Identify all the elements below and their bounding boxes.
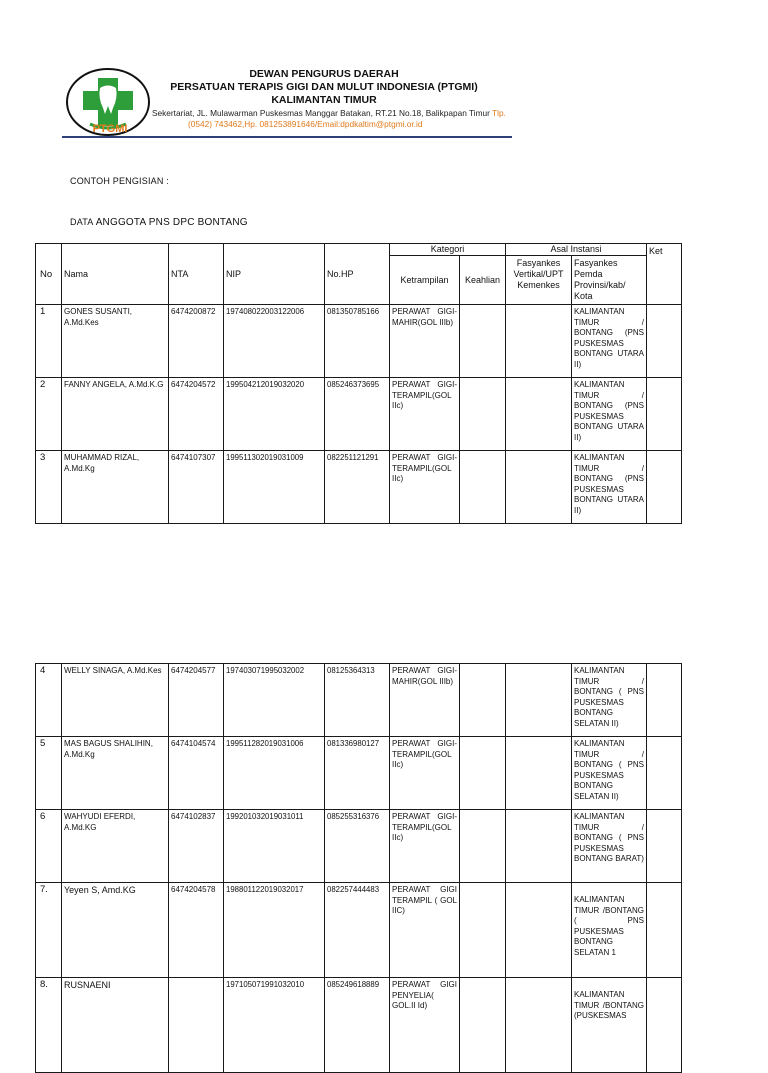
svg-text:PTGMI: PTGMI — [92, 123, 128, 135]
cell-keahlian — [460, 810, 506, 883]
cell-keahlian — [460, 978, 506, 1073]
cell-nama: GONES SUSANTI, A.Md.Kes — [62, 305, 169, 378]
cell-fasyankes-pemda: KALIMANTAN TIMUR / BONTANG ( PNS PUSKESMAS BONTANG BARAT) — [572, 810, 647, 883]
header-ketrampilan: Ketrampilan — [390, 256, 460, 305]
cell-fasyankes-pemda: KALIMANTAN TIMUR / BONTANG (PNS PUSKESMAS BONTANG UTARA II) — [572, 378, 647, 451]
cell-ketrampilan: PERAWAT GIGI-TERAMPIL(GOL IIc) — [390, 451, 460, 524]
cell-ketrampilan: PERAWAT GIGI-MAHIR(GOL IIIb) — [390, 305, 460, 378]
cell-keahlian — [460, 305, 506, 378]
cell-fasyankes-vertikal — [506, 737, 572, 810]
org-line-3: KALIMANTAN TIMUR — [271, 94, 377, 106]
cell-hp: 085255316376 — [325, 810, 390, 883]
cell-hp: 082251121291 — [325, 451, 390, 524]
cell-nta: 6474204572 — [169, 378, 224, 451]
cell-no: 6 — [36, 810, 62, 883]
cell-no: 1 — [36, 305, 62, 378]
cell-nama: RUSNAENI — [62, 978, 169, 1073]
data-title — [70, 217, 248, 228]
cell-fasyankes-pemda: KALIMANTAN TIMUR / BONTANG ( PNS PUSKESMAS BONTANG SELATAN II) — [572, 664, 647, 737]
cell-nta: 6474107307 — [169, 451, 224, 524]
cell-no: 3 — [36, 451, 62, 524]
cell-nta: 6474204578 — [169, 883, 224, 978]
address — [152, 108, 532, 130]
cell-ket — [647, 451, 682, 524]
header-fasyankes-pemda: Fasyankes Pemda Provinsi/kab/ Kota — [572, 256, 647, 305]
cell-ket — [647, 883, 682, 978]
header-row-1 — [36, 244, 682, 256]
cell-no: 7. — [36, 883, 62, 978]
cell-fasyankes-pemda: KALIMANTAN TIMUR / BONTANG ( PNS PUSKESMAS BONTANG SELATAN II) — [572, 737, 647, 810]
cell-ketrampilan: PERAWAT GIGI-TERAMPIL(GOL IIc) — [390, 810, 460, 883]
cell-hp: 085249618889 — [325, 978, 390, 1073]
members-table-lower — [35, 663, 682, 1073]
cell-ketrampilan: PERAWAT GIGI-MAHIR(GOL IIIb) — [390, 664, 460, 737]
cell-nta — [169, 978, 224, 1073]
letterhead-rule — [62, 136, 512, 138]
cell-keahlian — [460, 883, 506, 978]
cell-fasyankes-vertikal — [506, 378, 572, 451]
cell-hp: 08125364313 — [325, 664, 390, 737]
cell-no: 4 — [36, 664, 62, 737]
cell-keahlian — [460, 737, 506, 810]
ptgmi-logo-icon — [64, 64, 156, 138]
letterhead — [62, 62, 514, 142]
org-line-2: PERSATUAN TERAPIS GIGI DAN MULUT INDONESIA (PTGMI) — [170, 81, 478, 93]
cell-nama: WAHYUDI EFERDI, A.Md.KG — [62, 810, 169, 883]
cell-nta: 6474204577 — [169, 664, 224, 737]
address-line-1: Sekertariat, JL. Mulawarman Puskesmas Manggar Batakan, RT.21 No.18, Balikpapan Timur — [152, 108, 490, 118]
cell-fasyankes-vertikal — [506, 305, 572, 378]
header-hp: No.HP — [325, 244, 390, 305]
cell-nta: 6474102837 — [169, 810, 224, 883]
cell-ket — [647, 378, 682, 451]
table-row — [36, 978, 682, 1073]
header-nama: Nama — [62, 244, 169, 305]
cell-hp: 082257444483 — [325, 883, 390, 978]
org-line-1: DEWAN PENGURUS DAERAH — [249, 68, 399, 80]
table-row — [36, 664, 682, 737]
cell-hp: 081350785166 — [325, 305, 390, 378]
cell-nip: 199504212019032020 — [224, 378, 325, 451]
cell-fasyankes-vertikal — [506, 883, 572, 978]
cell-ketrampilan: PERAWAT GIGI PENYELIA( GOL.II Id) — [390, 978, 460, 1073]
address-tlp: Tlp. — [492, 108, 506, 118]
cell-nip: 197408022003122006 — [224, 305, 325, 378]
cell-ketrampilan: PERAWAT GIGI-TERAMPIL(GOL IIc) — [390, 737, 460, 810]
data-prefix: DATA — [70, 217, 93, 227]
cell-ket — [647, 978, 682, 1073]
contoh-label: CONTOH PENGISIAN : — [70, 176, 169, 186]
header-nta: NTA — [169, 244, 224, 305]
cell-nip: 198801122019032017 — [224, 883, 325, 978]
header-ket: Ket — [647, 244, 682, 305]
table-row — [36, 451, 682, 524]
cell-ket — [647, 810, 682, 883]
cell-ket — [647, 737, 682, 810]
cell-ket — [647, 305, 682, 378]
cell-hp: 081336980127 — [325, 737, 390, 810]
cell-fasyankes-vertikal — [506, 664, 572, 737]
address-line-2: (0542) 743462,Hp. 081253891646/Email:dpdkaltim@ptgmi.or.id — [188, 119, 423, 129]
table-row — [36, 305, 682, 378]
cell-fasyankes-pemda: KALIMANTAN TIMUR / BONTANG (PNS PUSKESMAS BONTANG UTARA II) — [572, 451, 647, 524]
cell-nama: WELLY SINAGA, A.Md.Kes — [62, 664, 169, 737]
cell-nip: 199511302019031009 — [224, 451, 325, 524]
cell-nama: MUHAMMAD RIZAL, A.Md.Kg — [62, 451, 169, 524]
cell-nta: 6474104574 — [169, 737, 224, 810]
header-keahlian: Keahlian — [460, 256, 506, 305]
organization-name — [158, 68, 490, 107]
header-kategori: Kategori — [390, 244, 506, 256]
table-row — [36, 810, 682, 883]
cell-nama: Yeyen S, Amd.KG — [62, 883, 169, 978]
cell-ket — [647, 664, 682, 737]
cell-keahlian — [460, 451, 506, 524]
cell-ketrampilan: PERAWAT GIGI TERAMPIL ( GOL IIC) — [390, 883, 460, 978]
cell-hp: 085246373695 — [325, 378, 390, 451]
table-row — [36, 883, 682, 978]
header-nip: NIP — [224, 244, 325, 305]
members-table-upper — [35, 243, 682, 524]
cell-fasyankes-vertikal — [506, 810, 572, 883]
cell-nip: 197403071995032002 — [224, 664, 325, 737]
header-fasyankes-vertikal: Fasyankes Vertikal/UPT Kemenkes — [506, 256, 572, 305]
table-row — [36, 737, 682, 810]
cell-fasyankes-vertikal — [506, 451, 572, 524]
cell-fasyankes-pemda: KALIMANTAN TIMUR / BONTANG (PNS PUSKESMAS BONTANG UTARA II) — [572, 305, 647, 378]
cell-nip: 199511282019031006 — [224, 737, 325, 810]
cell-keahlian — [460, 378, 506, 451]
cell-fasyankes-vertikal — [506, 978, 572, 1073]
cell-no: 2 — [36, 378, 62, 451]
cell-nama: MAS BAGUS SHALIHIN, A.Md.Kg — [62, 737, 169, 810]
cell-fasyankes-pemda: KALIMANTAN TIMUR /BONTANG ( PNS PUSKESMAS BONTANG SELATAN 1 — [572, 883, 647, 978]
header-no: No — [36, 244, 62, 305]
cell-ketrampilan: PERAWAT GIGI-TERAMPIL(GOL IIc) — [390, 378, 460, 451]
cell-no: 5 — [36, 737, 62, 810]
header-asal-instansi: Asal Instansi — [506, 244, 647, 256]
cell-keahlian — [460, 664, 506, 737]
cell-nip: 197105071991032010 — [224, 978, 325, 1073]
data-title-text: ANGGOTA PNS DPC BONTANG — [95, 217, 248, 228]
table-row — [36, 378, 682, 451]
cell-nama: FANNY ANGELA, A.Md.K.G — [62, 378, 169, 451]
cell-fasyankes-pemda: KALIMANTAN TIMUR /BONTANG (PUSKESMAS — [572, 978, 647, 1073]
cell-nip: 199201032019031011 — [224, 810, 325, 883]
cell-no: 8. — [36, 978, 62, 1073]
cell-nta: 6474200872 — [169, 305, 224, 378]
